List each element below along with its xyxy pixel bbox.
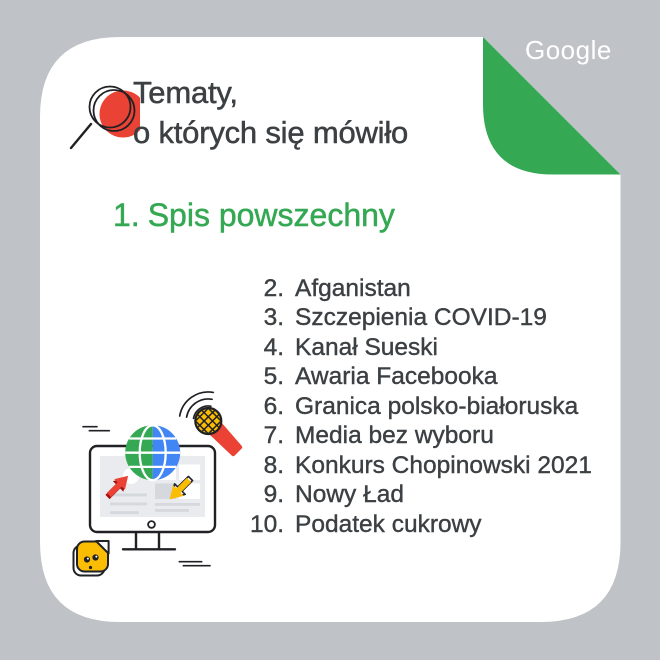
google-logo: Google [525, 35, 612, 65]
list-item-rank: 7. [263, 422, 284, 450]
list-item-label: Konkurs Chopinowski 2021 [295, 451, 592, 479]
list-item [246, 392, 592, 422]
list-item [246, 363, 592, 393]
list-item-rank: 9. [263, 481, 284, 509]
list-item-rank: 8. [263, 451, 284, 479]
list-item-label: Awaria Facebooka [295, 363, 498, 391]
list-item-label: Afganistan [295, 274, 411, 302]
list-item [246, 304, 592, 334]
list-item-rank: 10. [249, 510, 284, 538]
list-item-label: Granica polsko-białoruska [295, 392, 579, 420]
speed-lines-icon [83, 427, 109, 431]
list-item-rank: 4. [263, 333, 284, 361]
globe-icon [125, 425, 180, 480]
list-item-rank: 6. [263, 392, 284, 420]
list-item-label: Nowy Ład [295, 481, 404, 509]
list-item-label: Podatek cukrowy [295, 510, 482, 538]
list-item [246, 481, 592, 511]
sticker-icon [74, 541, 109, 576]
featured-topic-label: Spis powszechny [147, 197, 395, 233]
monitor-globe-microphone-illustration [60, 380, 260, 580]
topics-list [246, 274, 592, 540]
list-item [246, 333, 592, 363]
page-title [133, 73, 408, 153]
list-item [246, 274, 592, 304]
featured-topic [113, 195, 395, 235]
red-pushpin-icon [60, 78, 140, 158]
list-item-label: Media bez wyboru [295, 422, 494, 450]
featured-topic-rank: 1. [113, 197, 140, 233]
speed-lines-icon [179, 562, 210, 566]
list-item-rank: 3. [263, 304, 284, 332]
title-line-2: o których się mówiło [133, 115, 409, 150]
list-item-label: Kanał Sueski [295, 333, 439, 361]
list-item [246, 422, 592, 452]
list-item-label: Szczepienia COVID-19 [295, 304, 547, 332]
list-item [246, 510, 592, 540]
list-item [246, 451, 592, 481]
list-item-rank: 5. [263, 363, 284, 391]
title-line-1: Tematy, [133, 75, 238, 110]
list-item-rank: 2. [263, 274, 284, 302]
